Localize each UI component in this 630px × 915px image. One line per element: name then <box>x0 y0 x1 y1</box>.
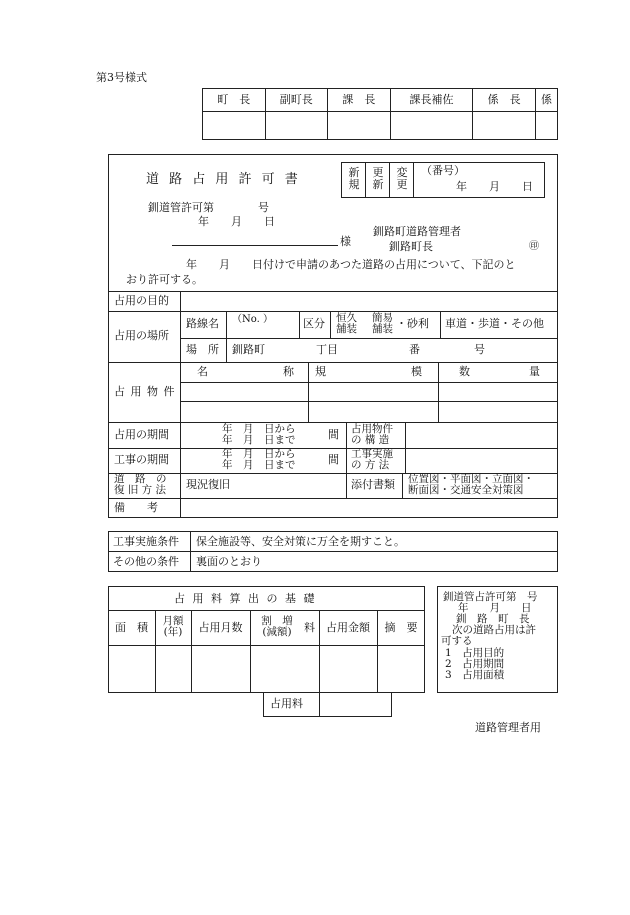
side-note-line1: 釧道管占許可第 号 <box>443 591 538 603</box>
objects-label: 占 用 物 件 <box>114 385 176 398</box>
stamp-cell[interactable] <box>328 112 391 140</box>
method-label-2: の 方 法 <box>351 459 390 471</box>
permit-body-line1: 年 月 日付けで申請のあつた道路の占用について、下記のと <box>186 258 516 271</box>
period-duration: 間 <box>328 428 339 441</box>
work-duration: 間 <box>328 453 339 466</box>
stamp-cell[interactable] <box>473 112 536 140</box>
fee-total-label: 占用料 <box>270 697 303 710</box>
period-from[interactable]: 年 月 日から <box>222 423 296 435</box>
addressee-line[interactable] <box>172 245 338 246</box>
permit-number: 釧道管許可第 号 <box>148 201 269 214</box>
location-town: 釧路町 <box>232 343 265 356</box>
number-date: 年 月 日 <box>456 180 533 193</box>
category-permanent-paving: 舗装 <box>336 323 357 335</box>
category-simple-paving: 舗装 <box>372 323 393 335</box>
fee-col-amount: 占用金額 <box>326 621 370 634</box>
fee-total-field[interactable] <box>321 694 390 715</box>
col-spec-1: 規 <box>315 365 326 378</box>
col-name-2: 称 <box>283 365 294 378</box>
permit-body-line2: おり許可する。 <box>126 273 203 286</box>
work-to[interactable]: 年 月 日まで <box>222 459 296 471</box>
kind-change[interactable]: 変 更 <box>396 166 408 191</box>
footer-label: 道路管理者用 <box>475 721 541 734</box>
purpose-field[interactable] <box>182 293 556 310</box>
stamp-header-assistant-chief: 課長補佐 <box>390 89 473 112</box>
stamp-header-deputy-mayor: 副町長 <box>265 89 328 112</box>
location-go: 号 <box>474 343 485 356</box>
location-chome: 丁目 <box>316 343 338 356</box>
issuer-name: 釧路町長 <box>389 240 433 253</box>
attachments-label: 添付書類 <box>351 478 395 491</box>
form-number: 第3号様式 <box>96 71 147 84</box>
stamp-cell[interactable] <box>265 112 328 140</box>
restore-label-2: 復 旧 方 法 <box>114 484 167 496</box>
restore-value: 現況復旧 <box>186 478 230 491</box>
stamp-cell[interactable] <box>390 112 473 140</box>
side-note-line7: 2 占用期間 <box>445 658 505 670</box>
location-ban: 番 <box>409 343 420 356</box>
attachments-value-2: 断面図・交通安全対策図 <box>408 484 524 496</box>
purpose-label: 占用の目的 <box>114 294 169 307</box>
remarks-field[interactable] <box>182 500 556 516</box>
side-note-line6: 1 占用目的 <box>445 647 505 659</box>
permit-title: 道 路 占 用 許 可 書 <box>146 172 301 187</box>
stamp-header-section-chief: 課 長 <box>328 89 391 112</box>
remarks-label: 備 考 <box>114 501 158 514</box>
approval-stamp-table <box>202 88 558 140</box>
col-qty-1: 数 <box>459 365 470 378</box>
route-label: 路線名 <box>186 317 219 330</box>
other-condition-value: 裏面のとおり <box>196 555 262 568</box>
structure-label-2: の 構 造 <box>351 434 390 446</box>
work-period-label: 工事の期間 <box>114 453 169 466</box>
kind-renew[interactable]: 更 新 <box>372 166 384 191</box>
attachments-value-1: 位置図・平面図・立面図・ <box>408 473 534 485</box>
stamp-header-subsection-chief: 係 長 <box>473 89 536 112</box>
method-label-1: 工事実施 <box>351 448 393 460</box>
work-condition-value: 保全施設等、安全対策に万全を期すこと。 <box>196 535 405 548</box>
period-label: 占用の期間 <box>114 428 169 441</box>
category-label: 区分 <box>303 317 325 330</box>
route-number[interactable]: （No. ） <box>232 314 273 325</box>
stamp-header-staff: 係 <box>535 89 557 112</box>
col-spec-2: 模 <box>411 365 422 378</box>
place-label: 占用の場所 <box>114 329 169 342</box>
stamp-cell[interactable] <box>203 112 266 140</box>
side-note-line2: 年 月 日 <box>458 602 532 614</box>
side-note-line4: 次の道路占用は許 <box>452 624 536 636</box>
fee-basis-title: 占 用 料 算 出 の 基 礎 <box>174 592 317 605</box>
fee-col-summary: 摘 要 <box>384 621 418 634</box>
fee-col-months: 占用月数 <box>198 621 243 634</box>
kind-new[interactable]: 新 規 <box>348 166 360 191</box>
stamp-cell[interactable] <box>535 112 557 140</box>
col-name-1: 名 <box>197 365 208 378</box>
work-condition-label: 工事実施条件 <box>113 535 179 548</box>
other-condition-label: その他の条件 <box>113 555 179 568</box>
fee-col-surcharge-suffix: 料 <box>304 621 315 634</box>
issuer-title: 釧路町道路管理者 <box>373 225 461 238</box>
side-note-line5: 可する <box>441 635 473 647</box>
addressee-suffix: 様 <box>340 235 351 248</box>
side-note-line3: 釧 路 町 長 <box>456 613 530 625</box>
side-note-line8: 3 占用面積 <box>445 669 505 681</box>
fee-col-surcharge: 割 増 (減額) <box>261 615 293 638</box>
category-simple[interactable]: 簡易 <box>372 312 393 324</box>
col-qty-2: 量 <box>529 365 540 378</box>
period-to[interactable]: 年 月 日まで <box>222 434 296 446</box>
work-from[interactable]: 年 月 日から <box>222 448 296 460</box>
fee-col-area: 面 積 <box>115 621 148 634</box>
fee-col-monthly: 月額 (年) <box>162 615 184 638</box>
structure-label-1: 占用物件 <box>351 423 393 435</box>
permit-issue-date: 年 月 日 <box>198 215 275 228</box>
category-gravel[interactable]: ・砂利 <box>396 317 429 330</box>
stamp-header-mayor: 町 長 <box>203 89 266 112</box>
restore-label-1: 道 路 の <box>114 473 167 485</box>
category-permanent[interactable]: 恒久 <box>336 312 357 324</box>
lane-options[interactable]: 車道・歩道・その他 <box>445 317 544 330</box>
seal-icon: ㊞ <box>529 241 539 252</box>
number-label: （番号） <box>421 164 465 177</box>
location-label: 場 所 <box>186 343 219 356</box>
